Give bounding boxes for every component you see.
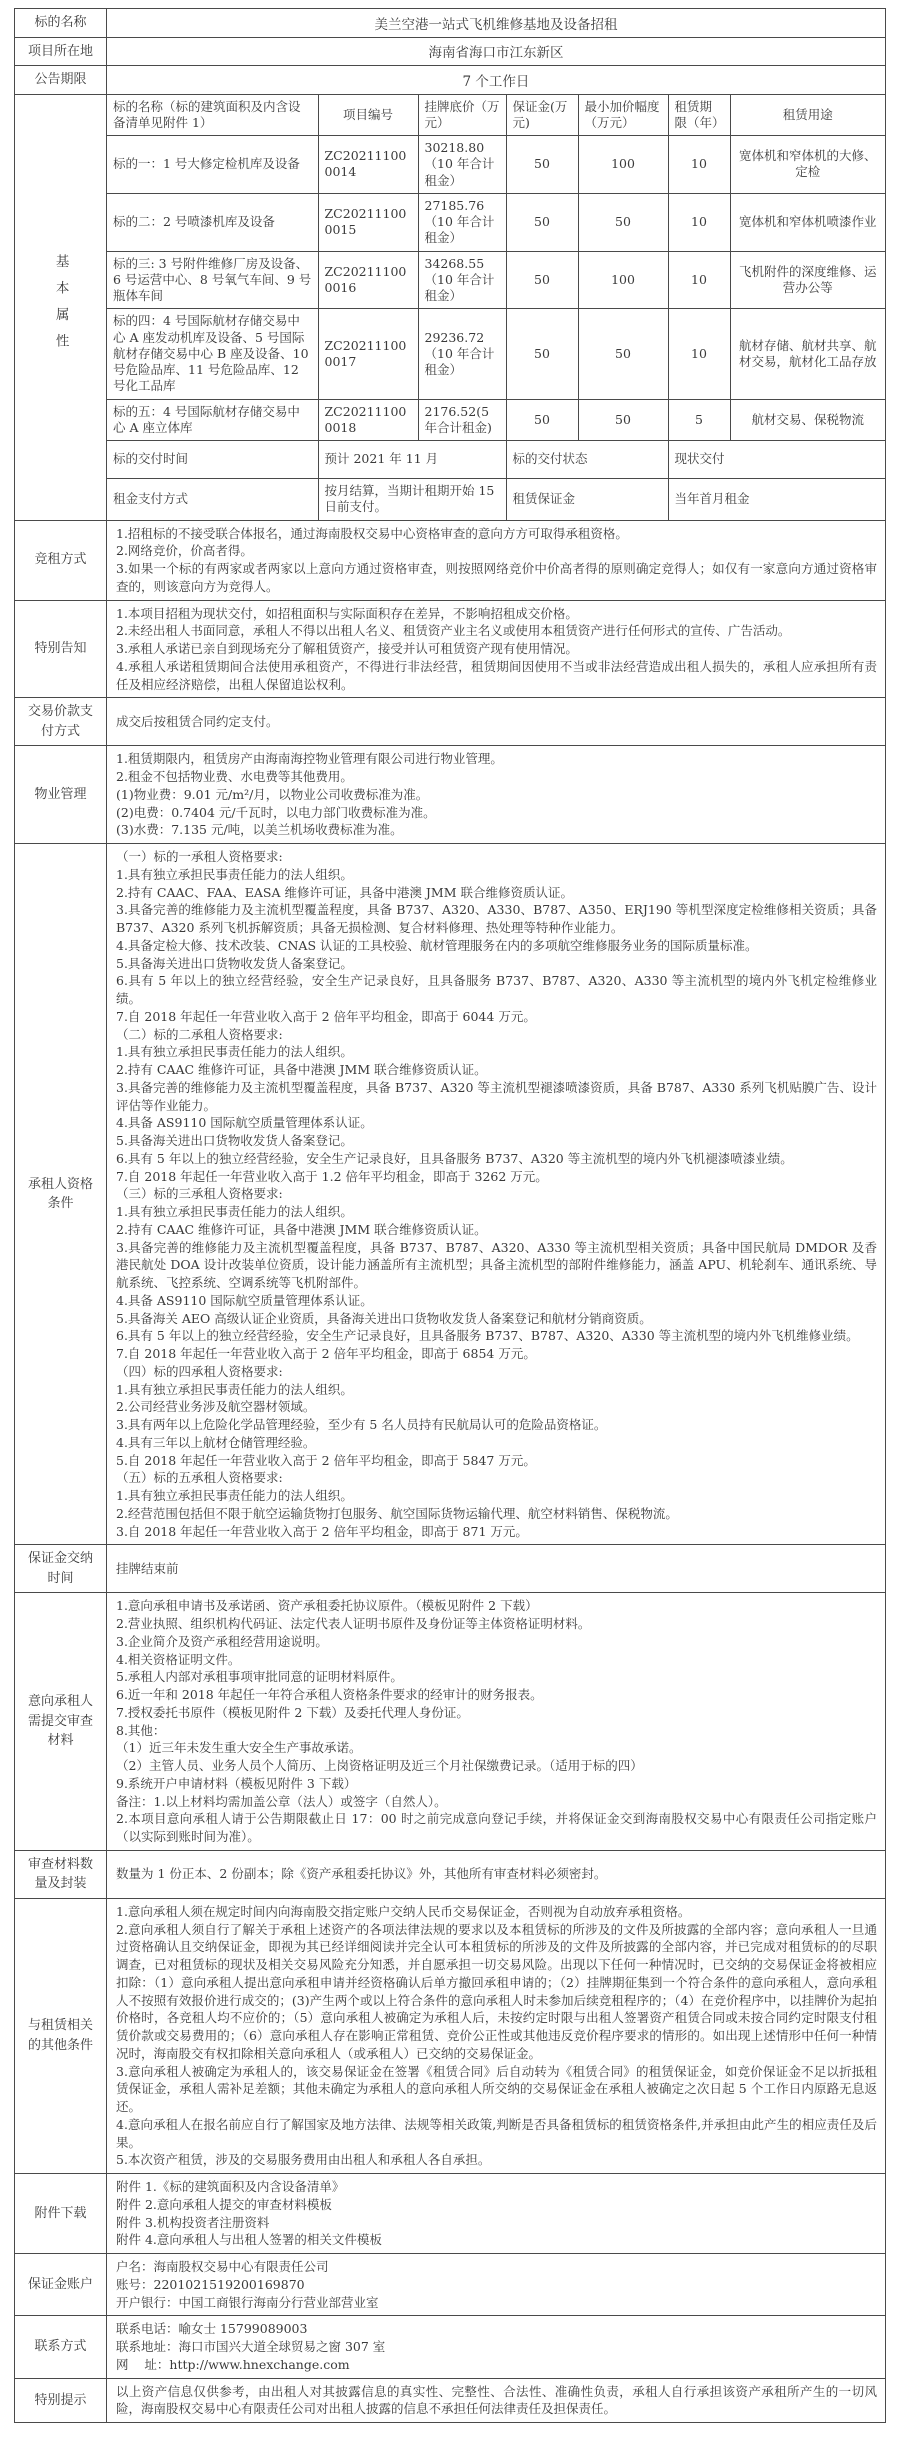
text-line: 2.持有 CAAC、FAA、EASA 维修许可证，具备中港澳 JMM 联合维修资质认证。 (116, 884, 573, 900)
section-other-lease-conditions-content (107, 1899, 885, 2173)
text-line: 2.本项目意向承租人请于公告期限截止日 17：00 时之前完成意向登记手续，并将保证金交到海南股权交易中心有限责任公司指定账户（以实际到账时间为准）。 (116, 1811, 877, 1844)
section-basic-attributes-label (15, 95, 107, 520)
text-line: 附件 1.《标的建筑面积及内含设备清单》 (116, 2179, 345, 2194)
text-line: 附件 3.机构投资者注册资料 (116, 2214, 270, 2230)
target-cell: 宽体机和窄体机的大修、定检 (730, 136, 885, 194)
target-cell: 标的一：1 号大修定检机库及设备 (107, 136, 318, 194)
text-line: 2.租金不包括物业费、水电费等其他费用。 (116, 769, 353, 784)
text-line: （二）标的二承租人资格要求: (116, 1026, 283, 1042)
rent-payment-value: 按月结算，当期计租期开始 15 日前支付。 (318, 479, 506, 520)
section-deposit-deadline (15, 1545, 885, 1593)
section-attachments-download (15, 2174, 885, 2254)
text-line: 6.具有 5 年以上的独立经营经验，安全生产记录良好，且具备服务 B737、B787、A320、A330 等主流机型的境内外飞机定检维修业绩。 (116, 973, 877, 1006)
text-line: (2)电费：0.7404 元/千瓦时，以电力部门收费标准为准。 (116, 804, 436, 820)
target-row (107, 193, 885, 251)
target-cell: ZC202111000018 (318, 399, 418, 441)
target-cell: 100 (578, 251, 668, 309)
text-line: 3.具有两年以上危险化学品管理经验，至少有 5 名人员持有民航局认可的危险品资格证。 (116, 1417, 607, 1432)
target-cell: 飞机附件的深度维修、运营办公等 (730, 251, 885, 309)
target-cell: 50 (506, 309, 578, 399)
section-deposit-account-content (107, 2254, 885, 2315)
target-cell: 航材存储、航材共享、航材交易，航材化工品存放 (730, 309, 885, 399)
text-line: 5.具备海关进出口货物收发货人备案登记。 (116, 1133, 353, 1148)
targets-table-header (107, 95, 885, 136)
section-bid-method-label: 竞租方式 (15, 521, 107, 600)
text-line: （五）标的五承租人资格要求: (116, 1470, 283, 1486)
text-line: 3.具备完善的维修能力及主流机型覆盖程度，具备 B737、A320、A330、B787、A350、ERJ190 等机型深度定检维修相关资质；具备 B737、A320 系列飞机拆解资质；具备无损检测、复合材料修理、热处理等特种作业能力。 (116, 902, 881, 935)
text-line: 1.本项目招租为现状交付，如招租面积与实际面积存在差异，不影响招租成交价格。 (116, 605, 578, 621)
text-line: 2.网络竞价，价高者得。 (116, 543, 253, 559)
target-cell: 标的二：2 号喷漆机库及设备 (107, 193, 318, 251)
target-cell: 宽体机和窄体机喷漆作业 (730, 193, 885, 251)
target-name-value: 美兰空港一站式飞机维修基地及设备招租 (374, 16, 618, 33)
row-project-location-label: 项目所在地 (15, 38, 107, 66)
text-line: 7.自 2018 年起任一年营业收入高于 2 倍年平均租金，即高于 6044 万元。 (116, 1008, 536, 1024)
target-cell: 10 (668, 251, 730, 309)
row-announcement-period-label: 公告期限 (15, 66, 107, 94)
target-cell: 29236.72（10 年合计租金） (418, 309, 506, 399)
target-cell: 10 (668, 136, 730, 194)
text-line: 1.租赁期限内，租赁房产由海南海控物业管理有限公司进行物业管理。 (116, 751, 503, 767)
target-cell: 50 (506, 136, 578, 194)
target-cell: 10 (668, 193, 730, 251)
target-cell: 10 (668, 309, 730, 399)
website-link[interactable]: 网 址：http://www.hnexchange.com (116, 2356, 350, 2372)
col-header-min-increment: 最小加价幅度（万元） (578, 95, 668, 136)
section-review-materials-label: 意向承租人需提交审查材料 (15, 1593, 107, 1850)
target-cell: 标的四：4 号国际航材存储交易中心 A 座发动机库及设备、5 号国际航材存储交易中心 B 座及设备、10 号危险品库、11 号危险品库、12 号化工品库 (107, 309, 318, 399)
delivery-time-row (107, 441, 885, 479)
section-special-reminder (15, 2379, 885, 2423)
rent-payment-label: 租金支付方式 (107, 479, 318, 520)
text-line: (3)水费：7.135 元/吨，以美兰机场收费标准为准。 (116, 822, 403, 838)
target-cell: ZC202111000014 (318, 136, 418, 194)
text-line: （2）主管人员、业务人员个人简历、上岗资格证明及近三个月社保缴费记录。（适用于标的四） (116, 1758, 643, 1773)
section-price-payment (15, 698, 885, 746)
text-line: 附件 2.意向承租人提交的审查材料模板 (116, 2196, 332, 2212)
section-lessee-qualifications (15, 844, 885, 1545)
target-cell: ZC202111000015 (318, 193, 418, 251)
text-line: （1）近三年未发生重大安全生产事故承诺。 (116, 1740, 362, 1756)
section-review-materials-content (107, 1593, 885, 1850)
section-property-management (15, 746, 885, 844)
text-line: 2.未经出租人书面同意，承租人不得以出租人名义、租赁资产业主名义或使用本租赁资产进行任何形式的宣传、广告活动。 (116, 623, 791, 639)
announcement-period-value: 7 个工作日 (462, 73, 530, 90)
section-price-payment-content (107, 698, 885, 745)
target-cell: 2176.52(5 年合计租金) (418, 399, 506, 441)
section-property-management-content (107, 746, 885, 843)
text-line: 6.具有 5 年以上的独立经营经验，安全生产记录良好，且具备服务 B737、A320 等主流机型的境内外飞机褪漆喷漆业绩。 (116, 1150, 793, 1166)
section-contact-label: 联系方式 (15, 2316, 107, 2377)
text-line: 5.承租人内部对承租事项审批同意的证明材料原件。 (116, 1669, 403, 1685)
text-line: 5.自 2018 年起任一年营业收入高于 2 倍年平均租金，即高于 5847 万元。 (116, 1452, 536, 1468)
section-bid-method (15, 521, 885, 601)
col-header-listing-price: 挂牌底价（万元） (418, 95, 506, 136)
target-cell: 标的三: 3 号附件维修厂房及设备、6 号运营中心、8 号氧气车间、9 号瓶体车间 (107, 251, 318, 309)
target-row (107, 136, 885, 194)
section-review-materials (15, 1593, 885, 1851)
section-other-lease-conditions-label: 与租赁相关的其他条件 (15, 1899, 107, 2173)
text-line: 8.其他： (116, 1722, 166, 1738)
text-line: 5.具备海关 AEO 高级认证企业资质，具备海关进出口货物收发货人备案登记和航材分销商资质。 (116, 1310, 652, 1326)
section-contact (15, 2316, 885, 2378)
text-line: 挂牌结束前 (116, 1560, 179, 1576)
section-materials-quantity-packaging (15, 1851, 885, 1899)
col-header-project-no: 项目编号 (318, 95, 418, 136)
target-cell: 34268.55（10 年合计租金） (418, 251, 506, 309)
text-line: 3.承租人承诺已亲自到现场充分了解租赁资产，接受并认可租赁资产现有使用情况。 (116, 641, 578, 656)
delivery-status-value: 现状交付 (668, 441, 885, 479)
text-line: 户名：海南股权交易中心有限责任公司 (116, 2259, 329, 2274)
text-line: 4.具备 AS9110 国际航空质量管理体系认证。 (116, 1292, 373, 1308)
text-line: 1.意向承租申请书及承诺函、资产承租委托协议原件。（模板见附件 2 下载） (116, 1598, 538, 1614)
target-cell: 100 (578, 136, 668, 194)
section-materials-quantity-packaging-label: 审查材料数量及封装 (15, 1851, 107, 1898)
section-property-management-label: 物业管理 (15, 746, 107, 843)
target-row (107, 251, 885, 309)
section-deposit-deadline-label: 保证金交纳时间 (15, 1545, 107, 1592)
col-header-target-name: 标的名称（标的建筑面积及内含设备清单见附件 1） (107, 95, 318, 136)
text-line: 1.具有独立承担民事责任能力的法人组织。 (116, 1381, 353, 1397)
col-header-lease-term: 租赁期限（年） (668, 95, 730, 136)
section-special-notice-content (107, 601, 885, 698)
text-line: 3.意向承租人被确定为承租人的，该交易保证金在签署《租赁合同》后自动转为《租赁合同》的租赁保证金，如竞价保证金不足以折抵租赁保证金，承租人需补足差额；其他未确定为承租人的意向承租人所交纳的交易保证金在承租人被确定之次日起 5 个工作日内原路无息返还。 (116, 2063, 877, 2114)
section-other-lease-conditions (15, 1899, 885, 2174)
target-cell: 50 (506, 193, 578, 251)
section-deposit-deadline-content (107, 1545, 885, 1592)
text-line: 6.具有 5 年以上的独立经营经验，安全生产记录良好，且具备服务 B737、B787、A320、A330 等主流机型的境内外飞机维修业绩。 (116, 1328, 859, 1344)
section-deposit-account (15, 2254, 885, 2316)
delivery-status-label: 标的交付状态 (506, 441, 668, 479)
text-line: 4.承租人承诺租赁期间合法使用承租资产，不得进行非法经营，租赁期间因使用不当或非法经营造成出租人损失的，承租人应承担所有责任及相应经济赔偿，出租人保留追讼权利。 (116, 658, 877, 692)
target-cell: ZC202111000017 (318, 309, 418, 399)
section-special-reminder-content (107, 2379, 885, 2423)
target-cell: 5 (668, 399, 730, 441)
section-special-notice-label: 特别告知 (15, 601, 107, 698)
text-line: 2.经营范围包括但不限于航空运输货物打包服务、航空国际货物运输代理、航空材料销售、保税物流。 (116, 1505, 678, 1521)
text-line: 3.自 2018 年起任一年营业收入高于 2 倍年平均租金，即高于 871 万元。 (116, 1523, 528, 1539)
lease-announcement-table (14, 8, 886, 2423)
row-target-name-label: 标的名称 (15, 9, 107, 37)
text-line: 4.意向承租人在报名前应自行了解国家及地方法律、法规等相关政策,判断是否具备租赁标的租赁资格条件,并承担由此产生的相应责任及后果。 (116, 2116, 877, 2150)
target-cell: 航材交易、保税物流 (730, 399, 885, 441)
target-cell: 50 (506, 399, 578, 441)
target-cell: 标的五：4 号国际航材存储交易中心 A 座立体库 (107, 399, 318, 441)
section-materials-quantity-packaging-content (107, 1851, 885, 1898)
text-line: 1.招租标的不接受联合体报名，通过海南股权交易中心资格审查的意向方方可取得承租资格。 (116, 525, 628, 541)
section-lessee-qualifications-content (107, 844, 885, 1544)
text-line: 3.具备完善的维修能力及主流机型覆盖程度，具备 B737、B787、A320、A330 等主流机型相关资质；具备中国民航局 DMDOR 及香港民航处 DOA 设计改装单位资质，设计能力涵盖所有主流机型；具备主流机型的部附件维修能力，涵盖 APU、机轮刹车、通讯系统、导航系统、飞控系统、空调系统等飞机附部件。 (116, 1239, 877, 1290)
text-line: 4.具有三年以上航材仓储管理经验。 (116, 1434, 316, 1450)
col-header-lease-use: 租赁用途 (730, 95, 885, 136)
text-line: 4.具备定检大修、技术改装、CNAS 认证的工具校验、航材管理服务在内的多项航空维修服务业务的国际质量标准。 (116, 937, 758, 953)
target-cell: 50 (578, 309, 668, 399)
delivery-time-value: 预计 2021 年 11 月 (318, 441, 506, 479)
row-target-name (15, 9, 885, 38)
text-line: 1.意向承租人须在规定时间内向海南股交指定账户交纳人民币交易保证金，否则视为自动放弃承租资格。 (116, 1903, 691, 1919)
basic-attributes-vertical-text: 基本属性 (52, 254, 69, 360)
lease-deposit-label: 租赁保证金 (506, 479, 668, 520)
text-line: 开户银行：中国工商银行海南分行营业部营业室 (116, 2294, 379, 2310)
project-location-value: 海南省海口市江东新区 (428, 45, 564, 62)
delivery-time-label: 标的交付时间 (107, 441, 318, 479)
text-line: (1)物业费：9.01 元/m²/月，以物业公司收费标准为准。 (116, 786, 429, 802)
target-cell: 50 (506, 251, 578, 309)
text-line: 2.公司经营业务涉及航空器材领域。 (116, 1399, 316, 1415)
target-cell: ZC202111000016 (318, 251, 418, 309)
text-line: 4.具备 AS9110 国际航空质量管理体系认证。 (116, 1115, 373, 1131)
text-line: （一）标的一承租人资格要求: (116, 849, 283, 864)
text-line: 数量为 1 份正本、2 份副本；除《资产承租委托协议》外，其他所有审查材料必须密封。 (116, 1866, 607, 1882)
text-line: 6.近一年和 2018 年起任一年符合承租人资格条件要求的经审计的财务报表。 (116, 1687, 543, 1702)
text-line: 5.本次资产租赁，涉及的交易服务费用由出租人和承租人各自承担。 (116, 2152, 491, 2168)
target-cell: 30218.80（10 年合计租金） (418, 136, 506, 194)
text-line: 2.意向承租人须自行了解关于承租上述资产的各项法律法规的要求以及本租赁标的所涉及的文件及所披露的全部内容；意向承租人一旦通过资格确认且交纳保证金，即视为其已经详细阅读并完全认可本租赁标的所涉及的文件及所披露的全部内容，并已完成对租赁标的的尽职调查，已对租赁标的现状及相关交易风险充分知悉，并自愿承担一切交易风险。出现以下任何一种情况时，已交纳的交易保证金将被相应扣除：（1）意向承租人提出意向承租申请并经资格确认后单方撤回承租申请的；（2）挂牌期征集到一个符合条件的意向承租人，意向承租人不按照有效报价进行成交的；(3)产生两个或以上符合条件的意向承租人时未参加后续竞租程序的；（4）在竞价程序中，以挂牌价为起拍价格时，各竞租人均不应价的；（5）意向承租人被确定为承租人后，未按约定时限与出租人签署资产租赁合同或未按合同约定时限支付租赁价款或交易费用的；（6）意向承租人存在影响正常租赁、竞价公正性或其他违反竞价程序要求的情形的。如出现上述情形中任何一种情况时，海南股交有权扣除相关意向承租人（或承租人）已交纳的交易保证金。 (116, 1921, 877, 2061)
rent-payment-row (107, 479, 885, 520)
text-line: 成交后按租赁合同约定支付。 (116, 713, 279, 729)
target-cell: 27185.76（10 年合计租金） (418, 193, 506, 251)
text-line: 1.具有独立承担民事责任能力的法人组织。 (116, 1488, 353, 1503)
target-row (107, 309, 885, 399)
text-line: （三）标的三承租人资格要求: (116, 1186, 283, 1202)
lease-deposit-value: 当年首月租金 (674, 491, 750, 507)
text-line: 1.具有独立承担民事责任能力的法人组织。 (116, 1044, 353, 1060)
text-line: 7.自 2018 年起任一年营业收入高于 2 倍年平均租金，即高于 6854 万元。 (116, 1346, 536, 1361)
text-line: 7.自 2018 年起任一年营业收入高于 1.2 倍年平均租金，即高于 3262 万元。 (116, 1168, 548, 1184)
target-cell: 50 (578, 193, 668, 251)
text-line: （四）标的四承租人资格要求: (116, 1363, 283, 1379)
section-special-reminder-label: 特别提示 (15, 2379, 107, 2423)
section-deposit-account-label: 保证金账户 (15, 2254, 107, 2315)
text-line: 9.系统开户申请材料（模板见附件 3 下载） (116, 1775, 357, 1791)
section-lessee-qualifications-label: 承租人资格条件 (15, 844, 107, 1544)
section-basic-attributes (15, 95, 885, 521)
targets-table (107, 95, 885, 520)
text-line: 2.持有 CAAC 维修许可证，具备中港澳 JMM 联合维修资质认证。 (116, 1221, 487, 1237)
delivery-info-rows (107, 441, 885, 520)
basic-attributes-content (107, 95, 885, 520)
text-line: 4.相关资格证明文件。 (116, 1651, 241, 1667)
section-special-notice (15, 601, 885, 699)
row-project-location (15, 38, 885, 67)
text-line: 1.具有独立承担民事责任能力的法人组织。 (116, 1204, 353, 1219)
section-price-payment-label: 交易价款支付方式 (15, 698, 107, 745)
targets-table-body (107, 136, 885, 441)
targets-header-row (107, 95, 885, 136)
text-line: 2.营业执照、组织机构代码证、法定代表人证明书原件及身份证等主体资格证明材料。 (116, 1616, 591, 1631)
section-bid-method-content (107, 521, 885, 600)
text-line: 1.具有独立承担民事责任能力的法人组织。 (116, 866, 353, 882)
text-line: 5.具备海关进出口货物收发货人备案登记。 (116, 955, 353, 971)
text-line: 3.如果一个标的有两家或者两家以上意向方通过资格审查，则按照网络竞价中价高者得的原则确定竞得人；如仅有一家意向方通过资格审查的，则该意向方为竞得人。 (116, 561, 877, 594)
text-line: 7.授权委托书原件（模板见附件 2 下载）及委托代理人身份证。 (116, 1704, 469, 1720)
text-line: 以上资产信息仅供参考，由出租人对其披露信息的真实性、完整性、合法性、准确性负责，承租人自行承担该资产承租所产生的一切风险，海南股权交易中心有限责任公司对出租人披露的信息不承担任何法律责任及担保责任。 (116, 2383, 877, 2417)
text-line: 附件 4.意向承租人与出租人签署的相关文件模板 (116, 2232, 382, 2248)
section-attachments-download-content (107, 2174, 885, 2253)
target-row (107, 399, 885, 441)
text-line: 账号：2201021519200169870 (116, 2276, 305, 2292)
col-header-deposit: 保证金(万元) (506, 95, 578, 136)
contact-address: 联系地址：海口市国兴大道全球贸易之窗 307 室 (116, 2339, 386, 2354)
row-announcement-period (15, 66, 885, 95)
section-contact-content (107, 2316, 885, 2377)
section-attachments-download-label: 附件下载 (15, 2174, 107, 2253)
text-line: 3.具备完善的维修能力及主流机型覆盖程度，具备 B737、A320 等主流机型褪漆喷漆资质，具备 B787、A330 系列飞机贴膜广告、设计评估等作业能力。 (116, 1079, 877, 1113)
text-line: 2.持有 CAAC 维修许可证，具备中港澳 JMM 联合维修资质认证。 (116, 1062, 487, 1077)
contact-phone: 联系电话：喻女士 15799089003 (116, 2321, 308, 2337)
target-cell: 50 (578, 399, 668, 441)
text-line: 备注：1.以上材料均需加盖公章（法人）或签字（自然人）。 (116, 1793, 447, 1809)
text-line: 3.企业简介及资产承租经营用途说明。 (116, 1633, 328, 1649)
